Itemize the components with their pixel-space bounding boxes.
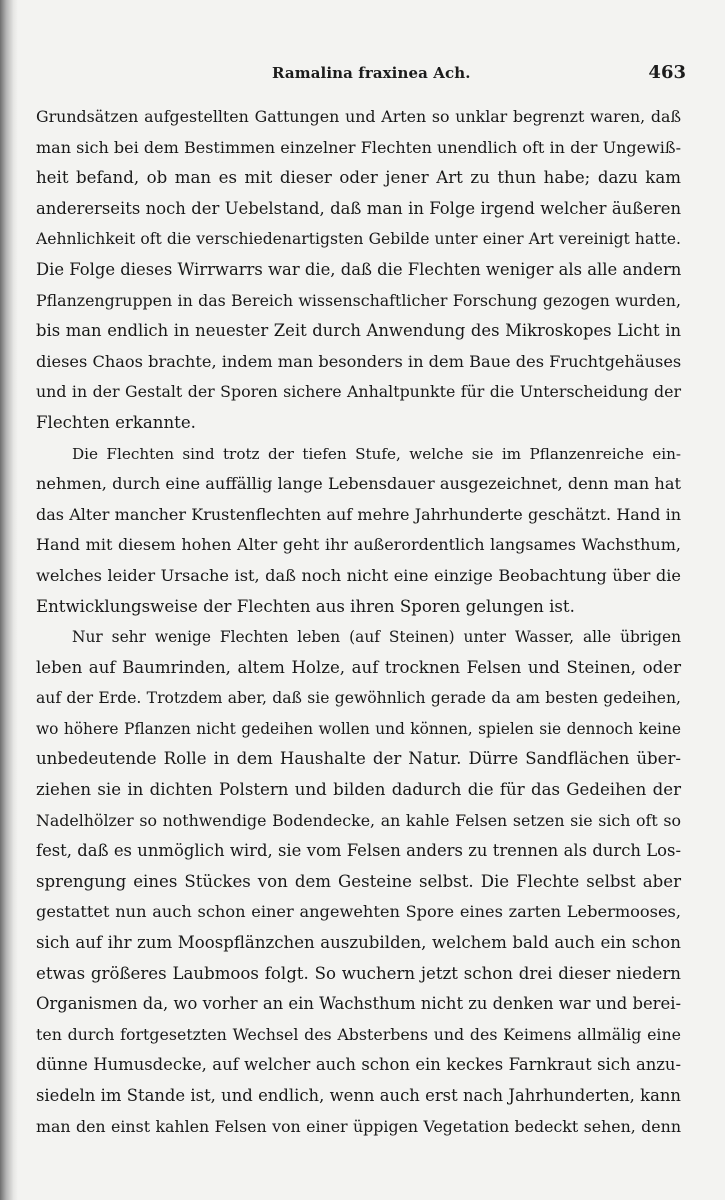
text-line: ten durch fortgesetzten Wechsel des Absterbens und des Keimens allmälig eine bbox=[36, 1024, 681, 1044]
text-line: sich auf ihr zum Moospflänzchen auszubilden, welchem bald auch ein schon bbox=[36, 933, 681, 953]
page-number: 463 bbox=[648, 62, 686, 83]
text-line: Aehnlichkeit oft die verschiedenartigsten Gebilde unter einer Art vereinigt hatte. bbox=[36, 230, 681, 249]
text-line: andererseits noch der Uebelstand, daß man in Folge irgend welcher äußeren bbox=[36, 198, 681, 218]
text-line: auf der Erde. Trotzdem aber, daß sie gewöhnlich gerade da am besten gedeihen, bbox=[36, 689, 681, 708]
text-line: Entwicklungsweise der Flechten aus ihren Sporen gelungen ist. bbox=[36, 596, 575, 616]
binding-shadow bbox=[0, 0, 18, 1200]
text-line: und in der Gestalt der Sporen sichere Anhaltpunkte für die Unterscheidung der bbox=[36, 382, 681, 402]
page-header bbox=[36, 62, 686, 86]
text-line: etwas größeres Laubmoos folgt. So wuchern jetzt schon drei dieser niedern bbox=[36, 963, 681, 983]
text-line: Grundsätzen aufgestellten Gattungen und Arten so unklar begrenzt waren, daß bbox=[36, 107, 681, 126]
text-line: welches leider Ursache ist, daß noch nicht eine einzige Beobachtung über die bbox=[36, 565, 681, 585]
text-line: Flechten erkannte. bbox=[36, 412, 196, 432]
text-line: unbedeutende Rolle in dem Haushalte der Natur. Dürre Sandflächen über- bbox=[36, 749, 681, 769]
text-line: Pflanzengruppen in das Bereich wissenschaftlicher Forschung gezogen wurden, bbox=[36, 290, 681, 310]
text-line: Nadelhölzer so nothwendige Bodendecke, an kahle Felsen setzen sie sich oft so bbox=[36, 810, 681, 830]
text-line: Hand mit diesem hohen Alter geht ihr außerordentlich langsames Wachsthum, bbox=[36, 535, 681, 555]
text-line: dieses Chaos brachte, indem man besonders in dem Baue des Fruchtgehäuses bbox=[36, 351, 682, 371]
text-line: man sich bei dem Bestimmen einzelner Flechten unendlich oft in der Ungewiß- bbox=[36, 137, 681, 157]
text-line: siedeln im Stande ist, und endlich, wenn auch erst nach Jahrhunderten, kann bbox=[36, 1086, 681, 1105]
body-text bbox=[36, 102, 681, 1142]
running-head: Ramalina fraxinea Ach. bbox=[272, 64, 471, 82]
text-line: gestattet nun auch schon einer angewehten Spore eines zarten Lebermooses, bbox=[36, 902, 681, 922]
text-line: das Alter mancher Krustenflechten auf mehre Jahrhunderte geschätzt. Hand in bbox=[36, 504, 681, 524]
text-line: Nur sehr wenige Flechten leben (auf Steinen) unter Wasser, alle übrigen bbox=[72, 628, 681, 647]
text-line: heit befand, ob man es mit dieser oder jener Art zu thun habe; dazu kam bbox=[36, 168, 681, 188]
text-line: leben auf Baumrinden, altem Holze, auf trocknen Felsen und Steinen, oder bbox=[36, 657, 681, 677]
text-line: bis man endlich in neuester Zeit durch Anwendung des Mikroskopes Licht in bbox=[36, 321, 681, 341]
text-line: man den einst kahlen Felsen von einer üppigen Vegetation bedeckt sehen, denn bbox=[36, 1116, 681, 1136]
text-line: ziehen sie in dichten Polstern und bilden dadurch die für das Gedeihen der bbox=[36, 780, 681, 800]
text-line: nehmen, durch eine auffällig lange Lebensdauer ausgezeichnet, denn man hat bbox=[36, 474, 681, 494]
text-line: Organismen da, wo vorher an ein Wachsthum nicht zu denken war und berei- bbox=[36, 994, 681, 1014]
text-line: Die Flechten sind trotz der tiefen Stufe, welche sie im Pflanzenreiche ein- bbox=[72, 444, 681, 463]
text-line: fest, daß es unmöglich wird, sie vom Felsen anders zu trennen als durch Los- bbox=[36, 841, 681, 861]
text-line: dünne Humusdecke, auf welcher auch schon ein keckes Farnkraut sich anzu- bbox=[36, 1055, 681, 1075]
text-line: wo höhere Pflanzen nicht gedeihen wollen und können, spielen sie dennoch keine bbox=[36, 719, 681, 738]
text-line: sprengung eines Stückes von dem Gesteine selbst. Die Flechte selbst aber bbox=[36, 871, 681, 891]
text-line: Die Folge dieses Wirrwarrs war die, daß die Flechten weniger als alle andern bbox=[36, 259, 682, 279]
